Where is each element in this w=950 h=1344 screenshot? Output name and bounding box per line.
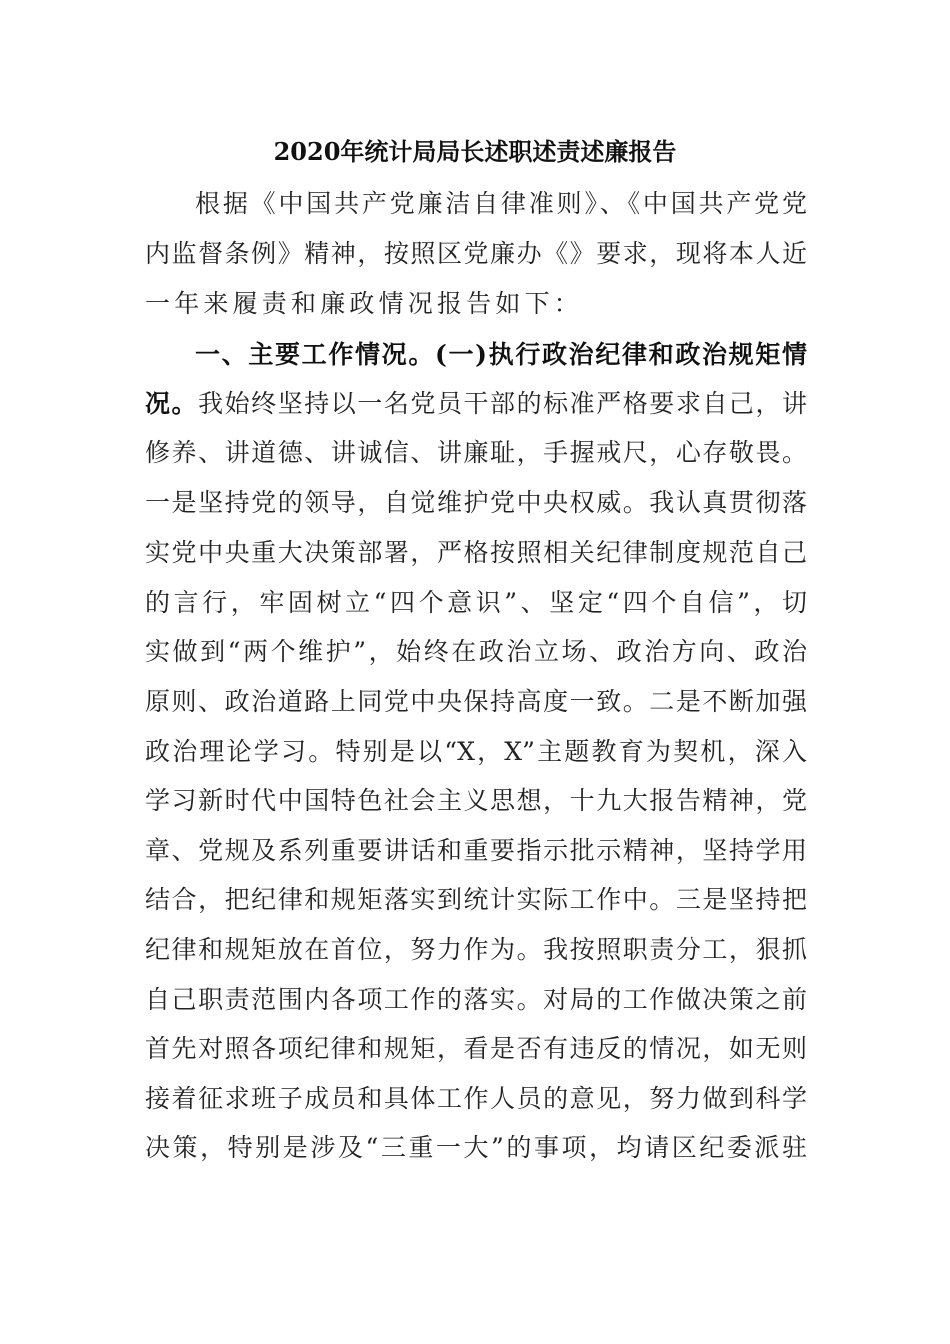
intro-line-2: 内监督条例》精神，按照区党廉办《》要求，现将本人近 — [145, 239, 807, 268]
body-line: 政治理论学习。特别是以“X，X”主题教育为契机，深入 — [145, 737, 807, 766]
section-heading: 一、主要工作情况。(一)执行政治纪律和政治规矩情 — [195, 340, 807, 369]
body-line: 实做到“两个维护”，始终在政治立场、政治方向、政治 — [145, 637, 807, 666]
intro-line-1: 根据《中国共产党廉洁自律准则》、《中国共产党党 — [195, 189, 807, 218]
section-line-2 — [145, 386, 807, 422]
body-line: 首先对照各项纪律和规矩，看是否有违反的情况，如无则 — [145, 1034, 807, 1063]
body-line: 决策，特别是涉及“三重一大”的事项，均请区纪委派驻 — [145, 1133, 807, 1162]
intro-line-3: 一年来履责和廉政情况报告如下： — [145, 289, 584, 318]
body-line: 原则、政治道路上同党中央保持高度一致。二是不断加强 — [145, 687, 807, 716]
document-title: 2020年统计局局长述职述责述廉报告 — [273, 137, 677, 166]
body-line: 接着征求班子成员和具体工作人员的意见，努力做到科学 — [145, 1084, 807, 1113]
body-line: 结合，把纪律和规矩落实到统计实际工作中。三是坚持把 — [145, 885, 807, 914]
body-line: 实党中央重大决策部署，严格按照相关纪律制度规范自己 — [145, 538, 807, 567]
body-line: 章、党规及系列重要讲话和重要指示批示精神，坚持学用 — [145, 836, 807, 865]
body-line: 纪律和规矩放在首位，努力作为。我按照职责分工，狠抓 — [145, 935, 807, 964]
section-heading-end: 况。 — [145, 389, 199, 418]
body-line: 一是坚持党的领导，自觉维护党中央权威。我认真贯彻落 — [145, 488, 807, 517]
body-line: 的言行，牢固树立“四个意识”、坚定“四个自信”，切 — [145, 588, 807, 617]
body-line: 学习新时代中国特色社会主义思想，十九大报告精神，党 — [145, 786, 807, 815]
body-line: 修养、讲道德、讲诚信、讲廉耻，手握戒尺，心存敬畏。 — [145, 438, 807, 467]
body-line: 自己职责范围内各项工作的落实。对局的工作做决策之前 — [145, 985, 807, 1014]
section-line-2-text: 我始终坚持以一名党员干部的标准严格要求自己，讲 — [198, 389, 807, 418]
